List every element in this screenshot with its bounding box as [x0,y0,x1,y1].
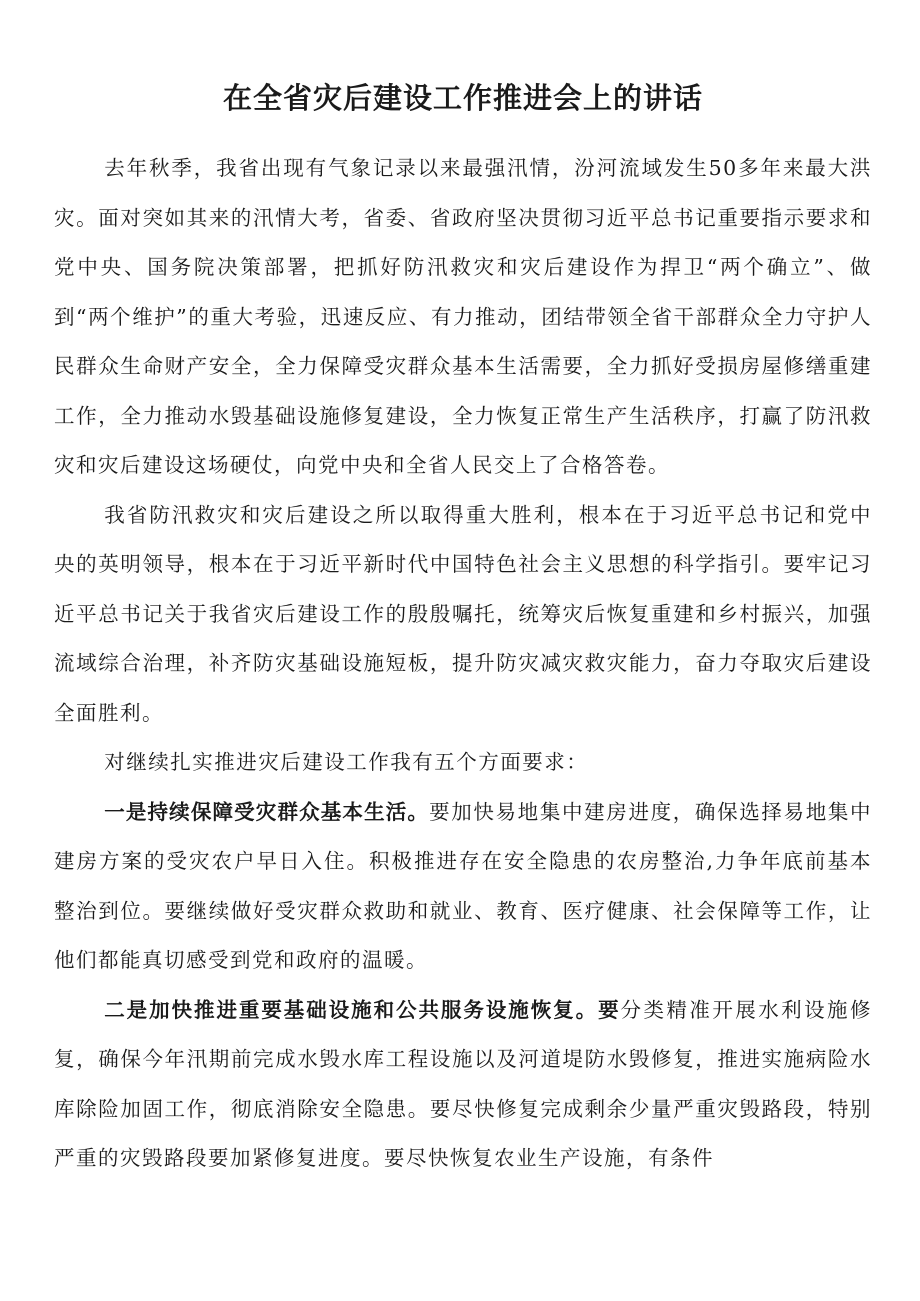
paragraph-4 [54,788,872,986]
paragraph-text: 要加快易地集中建房进度，确保选择易地集中建房方案的受灾农户早日入住。积极推进存在安全隐患的农房整治,力争年底前基本整治到位。要继续做好受灾群众救助和就业、教育、医疗健康、社会保障等工作，让他们都能真切感受到党和政府的温暖。 [54,799,873,972]
paragraph-3 [54,738,872,788]
paragraph-text: 分类精准开展水利设施修复，确保今年汛期前完成水毁水库工程设施以及河道堤防水毁修复，推进实施病险水库除险加固工作，彻底消除安全隐患。要尽快修复完成剩余少量严重灾毁路段，特别严重的灾毁路段要加紧修复进度。要尽快恢复农业生产设施，有条件 [54,997,873,1170]
paragraph-2 [54,491,872,739]
paragraph-lead: 二是加快推进重要基础设施和公共服务设施恢复。要 [104,997,621,1022]
paragraph-1 [54,144,872,491]
document-page [54,0,872,1184]
paragraph-5 [54,986,872,1184]
paragraph-text: 去年秋季，我省出现有气象记录以来最强汛情，汾河流域发生50多年来最大洪灾。面对突如其来的汛情大考，省委、省政府坚决贯彻习近平总书记重要指示要求和党中央、国务院决策部署，把抓好防汛救灾和灾后建设作为捍卫“两个确立”、做到“两个维护”的重大考验，迅速反应、有力推动，团结带领全省干部群众全力守护人民群众生命财产安全，全力保障受灾群众基本生活需要，全力抓好受损房屋修缮重建工作，全力推动水毁基础设施修复建设，全力恢复正常生产生活秩序，打赢了防汛救灾和灾后建设这场硬仗，向党中央和全省人民交上了合格答卷。 [54,156,872,477]
paragraph-lead: 一是持续保障受灾群众基本生活。 [104,799,430,824]
paragraph-text: 对继续扎实推进灾后建设工作我有五个方面要求： [104,750,589,774]
document-title: 在全省灾后建设工作推进会上的讲话 [222,81,703,115]
document-body [54,144,872,1184]
paragraph-text: 我省防汛救灾和灾后建设之所以取得重大胜利，根本在于习近平总书记和党中央的英明领导，根本在于习近平新时代中国特色社会主义思想的科学指引。要牢记习近平总书记关于我省灾后建设工作的殷殷嘱托，统筹灾后恢复重建和乡村振兴，加强流域综合治理，补齐防灾基础设施短板，提升防灾减灾救灾能力，奋力夺取灾后建设全面胜利。 [54,502,872,725]
